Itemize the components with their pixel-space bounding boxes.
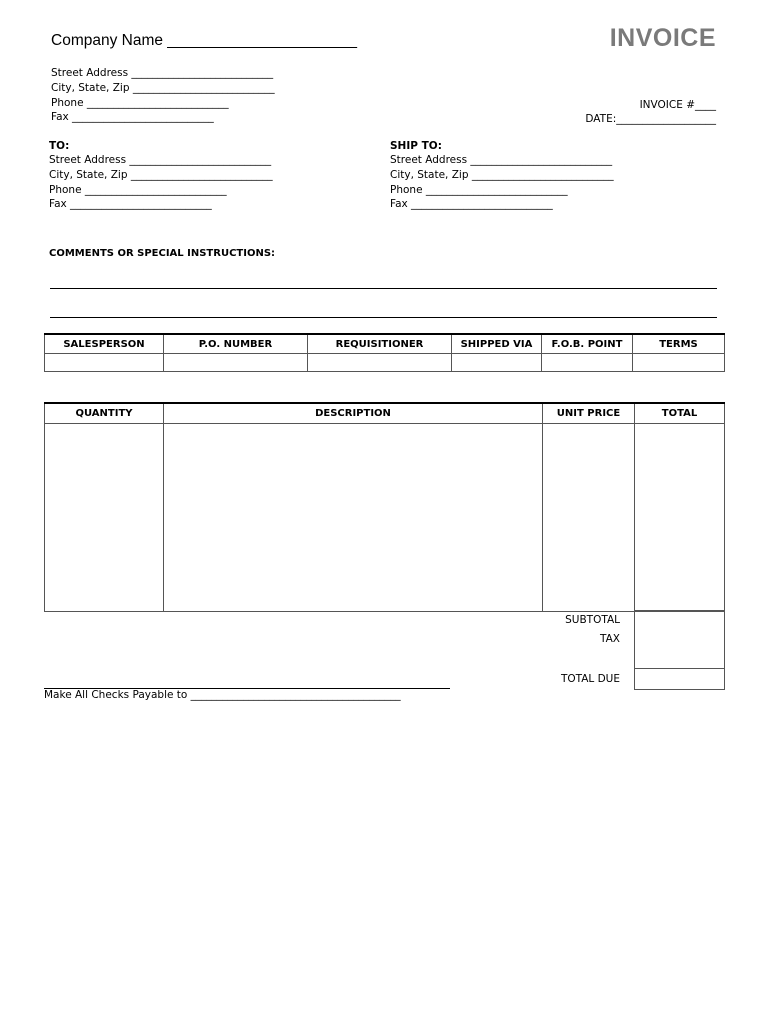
column-header: P.O. NUMBER bbox=[164, 334, 308, 354]
comments-heading: COMMENTS OR SPECIAL INSTRUCTIONS: bbox=[49, 248, 276, 259]
total-due-label: TOTAL DUE bbox=[560, 673, 620, 685]
comments-line bbox=[50, 288, 717, 289]
table-cell bbox=[542, 354, 633, 372]
comments-line bbox=[50, 317, 717, 318]
sender-address-line: Street Address ___________________________ bbox=[51, 67, 274, 79]
invoice-number-field: INVOICE #____ bbox=[639, 99, 716, 111]
table-cell bbox=[164, 354, 308, 372]
line-items-table bbox=[44, 402, 725, 612]
column-header: QUANTITY bbox=[45, 403, 164, 424]
column-header: TOTAL bbox=[635, 403, 725, 424]
table-cell bbox=[45, 424, 164, 612]
date-field: DATE:___________________ bbox=[585, 113, 716, 125]
to-address-line: Street Address ___________________________ bbox=[49, 154, 272, 166]
ship-to-address-line: City, State, Zip ___________________________ bbox=[390, 169, 614, 181]
table-cell bbox=[452, 354, 542, 372]
to-address-line: Fax ___________________________ bbox=[49, 198, 212, 210]
ship-to-heading: SHIP TO: bbox=[390, 140, 442, 152]
subtotal-tax-box bbox=[634, 610, 725, 669]
ship-to-address-line: Phone ___________________________ bbox=[390, 184, 568, 196]
table-cell bbox=[635, 424, 725, 612]
column-header: DESCRIPTION bbox=[164, 403, 543, 424]
column-header: UNIT PRICE bbox=[543, 403, 635, 424]
sender-address-line: Fax ___________________________ bbox=[51, 111, 214, 123]
ship-to-address-line: Fax ___________________________ bbox=[390, 198, 553, 210]
sender-address-line: City, State, Zip ___________________________ bbox=[51, 82, 275, 94]
order-info-table bbox=[44, 333, 725, 372]
invoice-title: INVOICE bbox=[609, 24, 716, 52]
table-cell bbox=[543, 424, 635, 612]
column-header: F.O.B. POINT bbox=[542, 334, 633, 354]
table-cell bbox=[164, 424, 543, 612]
column-header: SALESPERSON bbox=[45, 334, 164, 354]
to-address-line: City, State, Zip ___________________________ bbox=[49, 169, 273, 181]
table-cell bbox=[633, 354, 725, 372]
to-heading: TO: bbox=[49, 140, 70, 152]
checks-payable-line: Make All Checks Payable to ________________________________________ bbox=[44, 689, 401, 701]
tax-label: TAX bbox=[600, 633, 620, 645]
total-due-box bbox=[634, 668, 725, 690]
ship-to-address-line: Street Address ___________________________ bbox=[390, 154, 613, 166]
table-cell bbox=[45, 354, 164, 372]
table-cell bbox=[308, 354, 452, 372]
column-header: TERMS bbox=[633, 334, 725, 354]
to-address-line: Phone ___________________________ bbox=[49, 184, 227, 196]
column-header: SHIPPED VIA bbox=[452, 334, 542, 354]
subtotal-label: SUBTOTAL bbox=[565, 614, 620, 626]
sender-address-line: Phone ___________________________ bbox=[51, 97, 229, 109]
company-name-field: Company Name ______________________ bbox=[51, 32, 357, 49]
column-header: REQUISITIONER bbox=[308, 334, 452, 354]
